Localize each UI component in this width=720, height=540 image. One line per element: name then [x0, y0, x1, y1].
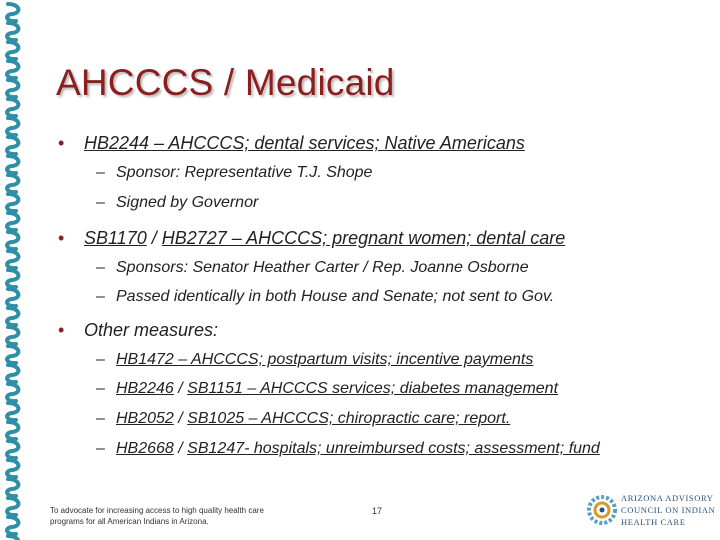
- bill-link-hb2668[interactable]: HB2668: [116, 440, 174, 457]
- bill-link-sb1025[interactable]: SB1025 – AHCCCS; chiropractic care; report.: [187, 410, 511, 427]
- aaciht-logo: [585, 490, 716, 534]
- bill-link-sb1170[interactable]: SB1170: [84, 228, 147, 248]
- wave-glyph: [7, 536, 18, 540]
- wave-glyph: [7, 403, 18, 420]
- wave-glyph: [7, 194, 18, 211]
- decorative-wave-border: [0, 0, 30, 540]
- wave-glyph: [7, 137, 18, 154]
- wave-glyph: [7, 422, 18, 439]
- bill-link-sb1151[interactable]: SB1151 – AHCCCS services; diabetes management: [187, 380, 559, 397]
- wave-glyph: [7, 23, 18, 40]
- sub-item-signed: – Signed by Governor: [96, 194, 259, 211]
- wave-glyph: [7, 308, 18, 325]
- wave-glyph: [7, 42, 18, 59]
- wave-glyph: [7, 498, 18, 515]
- bill-link-hb2244[interactable]: HB2244 – AHCCCS; dental services; Native Americans: [84, 133, 525, 153]
- sub-item-sponsors: – Sponsors: Senator Heather Carter / Rep. Joanne Osborne: [96, 259, 529, 276]
- bill-link-hb1472[interactable]: HB1472 – AHCCCS; postpartum visits; incentive payments: [116, 351, 534, 368]
- wave-glyph: [7, 80, 18, 97]
- logo-line-1: ARIZONA ADVISORY: [621, 493, 714, 503]
- wave-glyph: [7, 61, 18, 78]
- wave-glyph: [7, 156, 18, 173]
- wave-glyph: [7, 99, 18, 116]
- wave-glyph: [7, 175, 18, 192]
- sub-item-sponsor: – Sponsor: Representative T.J. Shope: [96, 164, 373, 181]
- bullet-sb1170: • SB1170 / HB2727 – AHCCCS; pregnant women; dental care: [58, 228, 566, 248]
- wave-glyph: [7, 365, 18, 382]
- sub-item-hb2246: – HB2246 / SB1151 – AHCCCS services; diabetes management: [96, 380, 559, 397]
- page-title: AHCCCS / Medicaid: [56, 62, 395, 103]
- wave-glyph: [7, 289, 18, 306]
- wave-glyph: [7, 4, 18, 21]
- wave-glyph: [7, 270, 18, 287]
- wave-glyph: [7, 346, 18, 363]
- bullet-hb2244: • HB2244 – AHCCCS; dental services; Native Americans: [58, 133, 525, 153]
- wave-glyph: [7, 213, 18, 230]
- wave-glyph: [7, 118, 18, 135]
- bill-link-hb2727[interactable]: HB2727 – AHCCCS; pregnant women; dental care: [161, 228, 566, 248]
- bill-link-hb2246[interactable]: HB2246: [116, 380, 174, 397]
- wave-glyph: [7, 517, 18, 534]
- wave-glyph: [7, 460, 18, 477]
- wave-glyph: [7, 441, 18, 458]
- wave-glyph: [7, 251, 18, 268]
- logo-line-3: HEALTH CARE: [621, 517, 686, 527]
- wave-glyph: [7, 479, 18, 496]
- bill-link-hb2052[interactable]: HB2052: [116, 410, 174, 427]
- sub-item-passed: – Passed identically in both House and Senate; not sent to Gov.: [96, 288, 555, 305]
- wave-glyph: [7, 384, 18, 401]
- mission-statement: To advocate for increasing access to high quality health care programs for all American Indians in Arizona.: [50, 506, 264, 526]
- page-number: 17: [372, 506, 383, 516]
- wave-glyph: [7, 327, 18, 344]
- sub-item-hb1472: – HB1472 – AHCCCS; postpartum visits; incentive payments: [96, 351, 534, 368]
- logo-line-2: COUNCIL ON INDIAN: [621, 505, 716, 515]
- bullet-other-measures: • Other measures:: [58, 320, 219, 340]
- logo-emblem-icon: [585, 492, 619, 532]
- wave-glyph: [7, 232, 18, 249]
- bill-link-sb1247[interactable]: SB1247- hospitals; unreimbursed costs; assessment; fund: [187, 440, 600, 457]
- sub-item-hb2052: – HB2052 / SB1025 – AHCCCS; chiropractic care; report.: [96, 410, 511, 427]
- sub-item-hb2668: – HB2668 / SB1247- hospitals; unreimbursed costs; assessment; fund: [96, 440, 600, 457]
